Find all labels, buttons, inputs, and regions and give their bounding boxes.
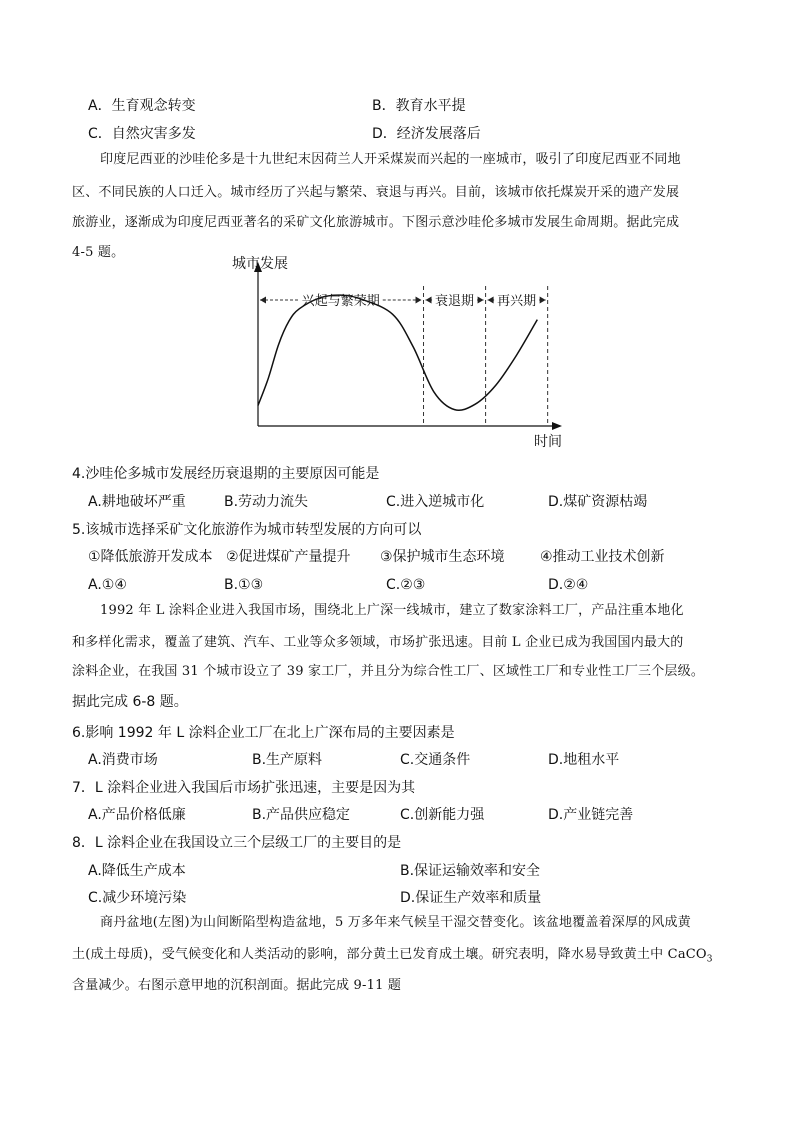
passage3-line-2: [72, 945, 713, 970]
q6-option-a: A.消费市场: [88, 752, 158, 768]
q3-option-d: D．经济发展落后: [372, 126, 481, 142]
phase-arrow-left-2: [426, 297, 432, 304]
q5-option-b: B.①③: [224, 577, 264, 593]
q5-item-1: ①降低旅游开发成本: [88, 549, 213, 565]
passage3-line-1: 商丹盆地(左图)为山间断陷型构造盆地，5 万多年来气候呈干湿交替变化。该盆地覆盖着深厚的风成黄: [100, 915, 691, 930]
q4-option-c: C.进入逆城市化: [386, 494, 485, 510]
passage1-line-1: 印度尼西亚的沙哇伦多是十九世纪末因荷兰人开采煤炭而兴起的一座城市，吸引了印度尼西亚不同地: [100, 152, 681, 167]
q8-option-a: A.降低生产成本: [88, 863, 186, 879]
x-axis-arrow: [552, 422, 562, 430]
passage3-line-2-text: 土(成土母质)，受气候变化和人类活动的影响，部分黄土已发育成土壤。研究表明，降水易导致黄土中 CaCO: [72, 947, 707, 962]
q8-option-c: C.减少环境污染: [88, 890, 187, 906]
phase-label-1: 兴起与繁荣期: [301, 294, 380, 309]
passage1-line-4: 4-5 题。: [72, 245, 125, 260]
q5-option-a: A.①④: [88, 577, 127, 593]
q5-item-4: ④推动工业技术创新: [540, 549, 665, 565]
q5-item-3: ③保护城市生态环境: [380, 549, 505, 565]
passage2-line-2: 和多样化需求，覆盖了建筑、汽车、工业等众多领域，市场扩张迅速。目前 L 企业已成为我国国内最大的: [72, 635, 684, 650]
phase-label-3: 再兴期: [497, 294, 537, 309]
y-axis-label: 城市发展: [232, 256, 288, 272]
q8-option-b: B.保证运输效率和安全: [400, 863, 541, 879]
q7-option-a: A.产品价格低廉: [88, 807, 186, 823]
phase-arrow-left-3: [488, 297, 494, 304]
q8-stem: 8．L 涂料企业在我国设立三个层级工厂的主要目的是: [72, 835, 402, 851]
city-development-chart: [228, 250, 568, 450]
phase-arrow-left-1: [260, 297, 266, 304]
x-axis-label: 时间: [534, 434, 562, 450]
q4-stem: 4.沙哇伦多城市发展经历衰退期的主要原因可能是: [72, 466, 380, 482]
q5-item-2: ②促进煤矿产量提升: [226, 549, 351, 565]
q6-stem: 6.影响 1992 年 L 涂料企业工厂在北上广深布局的主要因素是: [72, 725, 455, 741]
q3-option-c: C．自然灾害多发: [88, 126, 196, 142]
passage1-line-2: 区、不同民族的人口迁入。城市经历了兴起与繁荣、衰退与再兴。目前，该城市依托煤炭开采的遗产发展: [72, 185, 680, 200]
q7-option-b: B.产品供应稳定: [252, 807, 351, 823]
passage3-line-3: 含量减少。右图示意甲地的沉积剖面。据此完成 9-11 题: [72, 978, 402, 993]
passage2-line-3: 涂料企业，在我国 31 个城市设立了 39 家工厂，并且分为综合性工厂、区域性工厂和专业性工厂三个层级。: [72, 664, 705, 679]
q6-option-b: B.生产原料: [252, 752, 323, 768]
q4-option-d: D.煤矿资源枯竭: [548, 494, 648, 510]
q8-option-d: D.保证生产效率和质量: [400, 890, 542, 906]
passage2-line-4: 据此完成 6-8 题。: [72, 694, 188, 710]
q7-stem: 7．L 涂料企业进入我国后市场扩张迅速，主要是因为其: [72, 780, 416, 796]
q6-option-d: D.地租水平: [548, 752, 620, 768]
passage1-line-3: 旅游业，逐渐成为印度尼西亚著名的采矿文化旅游城市。下图示意沙哇伦多城市发展生命周期。据此完成: [72, 215, 680, 230]
q5-stem: 5.该城市选择采矿文化旅游作为城市转型发展的方向可以: [72, 522, 422, 538]
q5-option-d: D.②④: [548, 577, 589, 593]
q6-option-c: C.交通条件: [400, 752, 471, 768]
q4-option-b: B.劳动力流失: [224, 494, 309, 510]
q7-option-c: C.创新能力强: [400, 807, 485, 823]
q4-option-a: A.耕地破坏严重: [88, 494, 186, 510]
passage2-line-1: 1992 年 L 涂料企业进入我国市场，围绕北上广深一线城市，建立了数家涂料工厂，产品注重本地化: [100, 603, 684, 618]
phase-label-2: 衰退期: [435, 294, 475, 309]
q7-option-d: D.产业链完善: [548, 807, 634, 823]
q3-option-b: B．教育水平提: [372, 98, 466, 114]
q5-option-c: C.②③: [386, 577, 426, 593]
phase-arrow-right-1: [416, 297, 422, 304]
caco3-subscript: 3: [706, 954, 713, 965]
phase-arrow-right-3: [540, 297, 546, 304]
development-curve: [258, 295, 537, 410]
q3-option-a: A．生育观念转变: [88, 98, 196, 114]
phase-arrow-right-2: [478, 297, 484, 304]
